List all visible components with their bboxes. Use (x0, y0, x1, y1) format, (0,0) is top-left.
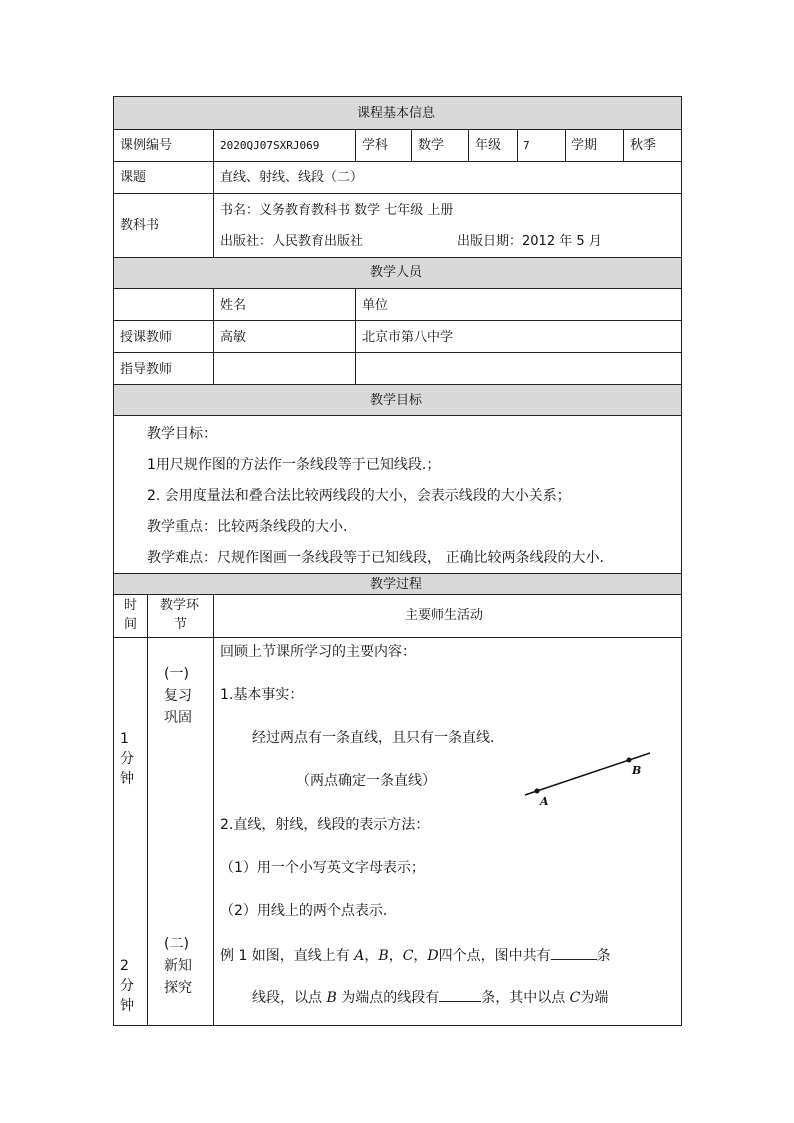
stage1-line2: 复习 (164, 688, 192, 704)
hline (113, 193, 681, 194)
basic-fact-title: 1.基本事实： (220, 687, 304, 703)
hline (113, 594, 681, 595)
example-text-a: 例 1 如图，直线上有 (220, 948, 355, 964)
point-a-label: A (540, 795, 549, 808)
answer-blank-1[interactable] (551, 947, 597, 960)
hline (113, 129, 681, 130)
col-stage-line1: 教学环 (160, 598, 200, 613)
goal-item-1: 1用尺规作图的方法作一条线段等于已知线段.； (147, 457, 441, 473)
example-text-g: 为端 (580, 990, 609, 1006)
goal-item-2: 2. 会用度量法和叠合法比较两线段的大小，会表示线段的大小关系； (147, 488, 571, 504)
vline (517, 129, 518, 161)
example-text-b: 四个点，图中共有 (438, 948, 551, 964)
grade-label: 年级 (475, 138, 502, 153)
line-ab-figure (515, 745, 660, 810)
hline (113, 320, 681, 321)
goals-header: 教学目标 (370, 393, 423, 408)
advisor-label: 指导教师 (120, 362, 173, 377)
vline (213, 288, 214, 384)
example-1-line-1: 例 1 如图，直线上有 A，B，C，D四个点，图中共有 条 (220, 948, 611, 964)
time2-line1: 2 (120, 958, 129, 974)
point-a (535, 789, 540, 794)
hline (113, 352, 681, 353)
vline (213, 594, 214, 1025)
term-label: 学期 (571, 138, 598, 153)
vline (411, 129, 412, 161)
point-a: A (354, 948, 365, 964)
point-c-ref: C (569, 990, 581, 1006)
vline (565, 129, 566, 161)
vline (468, 129, 469, 161)
table-border-left (113, 96, 114, 1026)
textbook-name: 书名：义务教育教科书 数学 七年级 上册 (220, 203, 454, 218)
staff-unit-col: 单位 (362, 298, 389, 313)
time1-line1: 1 (120, 731, 129, 747)
course-code-value: 2020QJ07SXRJ069 (220, 139, 320, 152)
staff-header: 教学人员 (370, 265, 423, 280)
example-1-line-2 (252, 989, 608, 1007)
stage2-line3: 探究 (164, 980, 192, 996)
stage1-line1: (一) (164, 666, 189, 682)
point-d: D (427, 948, 439, 964)
hline (113, 384, 681, 385)
goal-key-point: 教学重点：比较两条线段的大小. (147, 519, 348, 535)
col-stage-line2: 节 (174, 617, 188, 632)
subject-value: 数学 (418, 138, 445, 153)
textbook-publisher: 出版社：人民教育出版社 (220, 234, 364, 249)
time1-line2: 分 (120, 751, 134, 767)
vline (355, 288, 356, 384)
goals-intro: 教学目标： (147, 426, 217, 442)
col-time-line2: 间 (124, 617, 138, 632)
teacher-label: 授课教师 (120, 330, 173, 345)
example-text-f: 条，其中以点 (481, 990, 570, 1006)
process-header: 教学过程 (370, 577, 423, 592)
basic-fact: 经过两点有一条直线，且只有一条直线. (252, 730, 495, 746)
example-text-c: 条 (596, 948, 611, 964)
point-b (627, 758, 632, 763)
vline (147, 594, 148, 1025)
point-b: B (378, 948, 389, 964)
point-c: C (402, 948, 414, 964)
col-activity: 主要师生活动 (405, 608, 484, 623)
answer-blank-2[interactable] (439, 989, 481, 1002)
stage1-line3: 巩固 (164, 710, 192, 726)
teacher-unit: 北京市第八中学 (362, 330, 454, 345)
table-border-right (681, 96, 682, 1026)
table-border-bottom (113, 1025, 682, 1026)
col-time-line1: 时 (124, 598, 138, 613)
repr-item-1: （1）用一个小写英文字母表示； (220, 860, 425, 876)
goal-difficulty: 教学难点：尺规作图画一条线段等于已知线段， 正确比较两条线段的大小. (147, 550, 604, 566)
time2-line3: 钟 (120, 998, 134, 1014)
subject-label: 学科 (362, 138, 389, 153)
topic-value: 直线、射线、线段（二） (220, 170, 364, 185)
time1-line3: 钟 (120, 771, 134, 787)
staff-name-col: 姓名 (220, 298, 247, 313)
repr-item-2: （2）用线上的两个点表示. (220, 903, 388, 919)
textbook-publish-date: 出版日期：2012 年 5 月 (457, 234, 602, 249)
hline (113, 637, 681, 638)
stage2-line2: 新知 (164, 958, 192, 974)
point-b-ref: B (326, 990, 337, 1006)
time2-line2: 分 (120, 978, 134, 994)
vline (213, 129, 214, 257)
vline (355, 129, 356, 161)
hline (113, 257, 681, 258)
course-code-label: 课例编号 (120, 138, 173, 153)
stage2-line1: (二) (164, 936, 189, 952)
vline (623, 129, 624, 161)
basic-fact-note: （两点确定一条直线） (296, 773, 436, 789)
hline (113, 161, 681, 162)
example-text-e: 为端点的线段有 (341, 990, 440, 1006)
point-b-label: B (632, 764, 642, 777)
hline (113, 288, 681, 289)
hline (113, 573, 681, 574)
example-text-d: 线段，以点 (252, 990, 327, 1006)
course-info-title: 课程基本信息 (357, 106, 436, 121)
topic-label: 课题 (120, 170, 147, 185)
repr-title: 2.直线，射线，线段的表示方法： (220, 817, 430, 833)
review-intro: 回顾上节课所学习的主要内容： (220, 644, 416, 660)
grade-value: 7 (523, 139, 530, 152)
textbook-label: 教科书 (120, 218, 160, 233)
term-value: 秋季 (630, 138, 657, 153)
teacher-name: 高敏 (220, 330, 247, 345)
hline (113, 415, 681, 416)
